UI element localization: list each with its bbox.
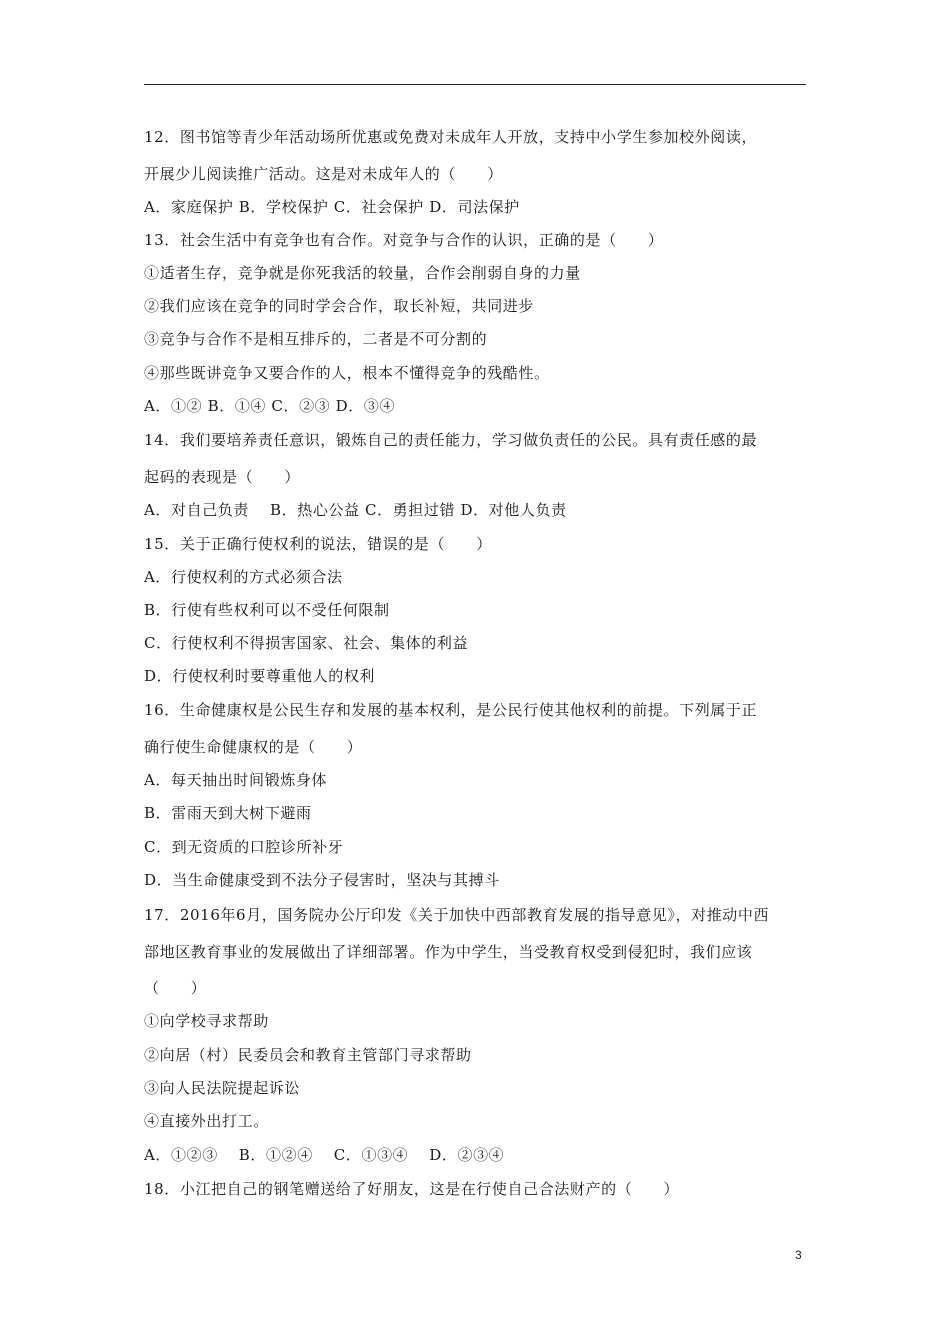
q12-stem-line1: 12．图书馆等青少年活动场所优惠或免费对未成年人开放，支持中小学生参加校外阅读，: [144, 128, 758, 146]
q17-item-3: ③向人民法院提起诉讼: [144, 1079, 301, 1097]
q14-options: A．对自己负责 B．热心公益 C．勇担过错 D．对他人负责: [144, 501, 567, 519]
q13-item-2: ②我们应该在竞争的同时学会合作，取长补短，共同进步: [144, 297, 535, 315]
q17-stem-line3: （ ）: [144, 979, 207, 997]
q18-stem: 18．小江把自己的钢笔赠送给了好朋友，这是在行使自己合法财产的（ ）: [144, 1180, 680, 1198]
q17-stem-line2: 部地区教育事业的发展做出了详细部署。作为中学生，当受教育权受到侵犯时，我们应该: [144, 943, 753, 961]
q17-options: A．①②③ B．①②④ C．①③④ D．②③④: [144, 1146, 505, 1164]
q14-stem-line2: 起码的表现是（ ）: [144, 468, 301, 486]
q15-option-a: A．行使权利的方式必须合法: [144, 568, 343, 586]
q16-stem-line1: 16．生命健康权是公民生存和发展的基本权利，是公民行使其他权利的前提。下列属于正: [144, 701, 758, 719]
q15-option-b: B．行使有些权利可以不受任何限制: [144, 601, 390, 619]
q16-option-a: A．每天抽出时间锻炼身体: [144, 771, 328, 789]
q16-stem-line2: 确行使生命健康权的是（ ）: [144, 738, 363, 756]
q17-item-4: ④直接外出打工。: [144, 1112, 269, 1130]
page-number: 3: [795, 1248, 802, 1262]
q13-item-3: ③竞争与合作不是相互排斥的，二者是不可分割的: [144, 330, 488, 348]
header-rule: [144, 84, 806, 85]
q15-stem: 15．关于正确行使权利的说法，错误的是（ ）: [144, 535, 492, 553]
q15-option-c: C．行使权利不得损害国家、社会、集体的利益: [144, 634, 469, 652]
q12-stem-line2: 开展少儿阅读推广活动。这是对未成年人的（ ）: [144, 165, 503, 183]
q12-options: A．家庭保护 B．学校保护 C．社会保护 D．司法保护: [144, 198, 520, 216]
q13-options: A．①② B．①④ C．②③ D．③④: [144, 397, 396, 415]
q15-option-d: D．行使权利时要尊重他人的权利: [144, 667, 376, 685]
q13-stem: 13．社会生活中有竞争也有合作。对竞争与合作的认识，正确的是（ ）: [144, 231, 664, 249]
q16-option-c: C．到无资质的口腔诊所补牙: [144, 838, 344, 856]
q14-stem-line1: 14．我们要培养责任意识，锻炼自己的责任能力，学习做负责任的公民。具有责任感的最: [144, 431, 758, 449]
q13-item-4: ④那些既讲竞争又要合作的人，根本不懂得竞争的残酷性。: [144, 364, 550, 382]
q16-option-b: B．雷雨天到大树下避雨: [144, 804, 312, 822]
q17-stem-line1: 17．2016年6月，国务院办公厅印发《关于加快中西部教育发展的指导意见》，对推动中西: [144, 906, 770, 924]
q16-option-d: D．当生命健康受到不法分子侵害时，坚决与其搏斗: [144, 871, 500, 889]
q13-item-1: ①适者生存，竞争就是你死我活的较量，合作会削弱自身的力量: [144, 264, 581, 282]
q17-item-2: ②向居（村）民委员会和教育主管部门寻求帮助: [144, 1046, 472, 1064]
q17-item-1: ①向学校寻求帮助: [144, 1012, 269, 1030]
